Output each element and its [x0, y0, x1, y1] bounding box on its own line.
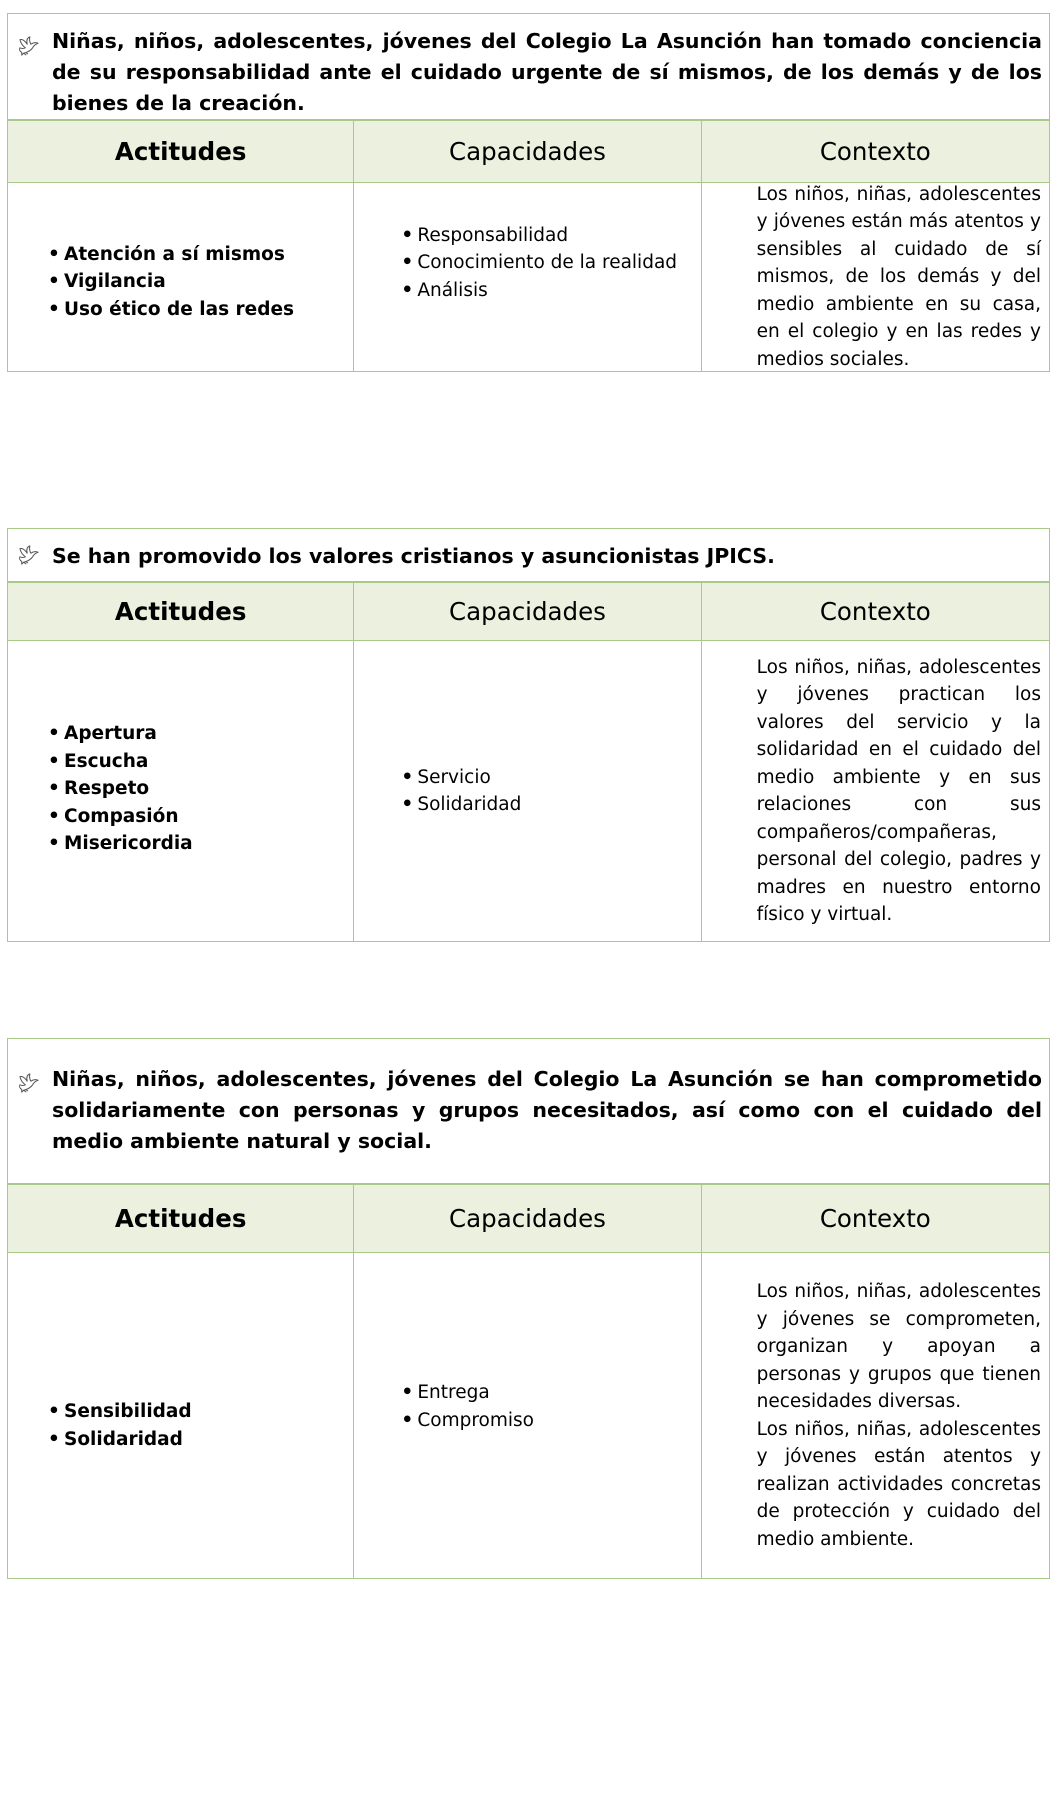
list-item: • Solidaridad [64, 1426, 192, 1454]
table-body-row [8, 641, 1049, 941]
list-item: • Vigilancia [64, 268, 294, 296]
contexto-text [702, 1278, 1049, 1553]
section-3 [7, 1038, 1050, 1579]
capacidades-list [354, 764, 521, 819]
contexto-cell [702, 641, 1049, 941]
actitudes-list [8, 720, 193, 858]
header-actitudes: Actitudes [8, 1185, 354, 1252]
table-body-row [8, 1253, 1049, 1578]
dove-icon [18, 1073, 40, 1093]
capacidades-list [354, 222, 677, 305]
list-item: • Respeto [64, 775, 193, 803]
contexto-paragraph: Los niños, niñas, adolescentes y jóvenes practican los valores del servicio y la solidaridad en el cuidado del medio ambiente y en sus relaciones con sus compañeros/compañeras, personal del colegio, padres y madres en nuestro entorno físico y virtual. [756, 656, 1041, 925]
contexto-paragraph: Los niños, niñas, adolescentes y jóvenes están más atentos y sensibles al cuidado de sí mismos, de los demás y del medio ambiente en su casa, en el colegio y en las redes y medios sociales. [756, 183, 1041, 370]
header-contexto: Contexto [819, 137, 931, 166]
table-header-row [8, 1185, 1049, 1253]
header-contexto: Contexto [819, 597, 931, 626]
header-contexto: Contexto [819, 1204, 931, 1233]
section-title: Niñas, niños, adolescentes, jóvenes del Colegio La Asunción han tomado conciencia de su responsabilidad ante el cuidado urgente de sí mismos, de los demás y de los bienes de la creación. [52, 29, 1042, 115]
header-capacidades: Capacidades [354, 1185, 701, 1252]
list-item: • Análisis [417, 277, 677, 305]
capacidades-cell [354, 641, 701, 941]
list-item: • Escucha [64, 748, 193, 776]
list-item: • Compasión [64, 803, 193, 831]
section-title: Niñas, niños, adolescentes, jóvenes del Colegio La Asunción se han comprometido solidariamente con personas y grupos necesitados, así como con el cuidado del medio ambiente natural y social. [52, 1067, 1042, 1153]
table-header-row [8, 121, 1049, 183]
contexto-cell [702, 183, 1049, 371]
list-item: • Conocimiento de la realidad [417, 249, 677, 277]
list-item: • Sensibilidad [64, 1398, 192, 1426]
section-header [8, 1039, 1049, 1185]
actitudes-cell [8, 183, 354, 371]
capacidades-list [354, 1379, 534, 1434]
contexto-cell [702, 1253, 1049, 1578]
list-item: • Solidaridad [417, 791, 521, 819]
list-item: • Responsabilidad [417, 222, 677, 250]
list-item: • Servicio [417, 764, 521, 792]
list-item: • Uso ético de las redes [64, 296, 294, 324]
header-capacidades: Capacidades [354, 583, 701, 640]
contexto-text [702, 654, 1049, 929]
section-2 [7, 528, 1050, 942]
list-item: • Atención a sí mismos [64, 241, 294, 269]
capacidades-cell [354, 1253, 701, 1578]
actitudes-list [8, 1398, 192, 1453]
actitudes-cell [8, 1253, 354, 1578]
list-item: • Entrega [417, 1379, 534, 1407]
section-header [8, 14, 1049, 121]
list-item: • Misericordia [64, 830, 193, 858]
list-item: • Apertura [64, 720, 193, 748]
section-title: Se han promovido los valores cristianos y asuncionistas JPICS. [52, 544, 775, 568]
dove-icon [18, 545, 40, 565]
contexto-text [702, 181, 1049, 374]
contexto-paragraph: Los niños, niñas, adolescentes y jóvenes se comprometen, organizan y apoyan a personas y grupos que tienen necesidades diversas. [756, 1281, 1041, 1412]
actitudes-list [8, 241, 294, 324]
actitudes-cell [8, 641, 354, 941]
capacidades-cell [354, 183, 701, 371]
table-header-row [8, 583, 1049, 641]
table-body-row [8, 183, 1049, 371]
header-actitudes: Actitudes [8, 583, 354, 640]
section-1 [7, 13, 1050, 372]
section-header [8, 529, 1049, 583]
header-actitudes: Actitudes [8, 121, 354, 182]
list-item: • Compromiso [417, 1407, 534, 1435]
header-capacidades: Capacidades [354, 121, 701, 182]
contexto-paragraph: Los niños, niñas, adolescentes y jóvenes están atentos y realizan actividades concretas de protección y cuidado del medio ambiente. [756, 1418, 1041, 1550]
dove-icon [18, 36, 40, 56]
